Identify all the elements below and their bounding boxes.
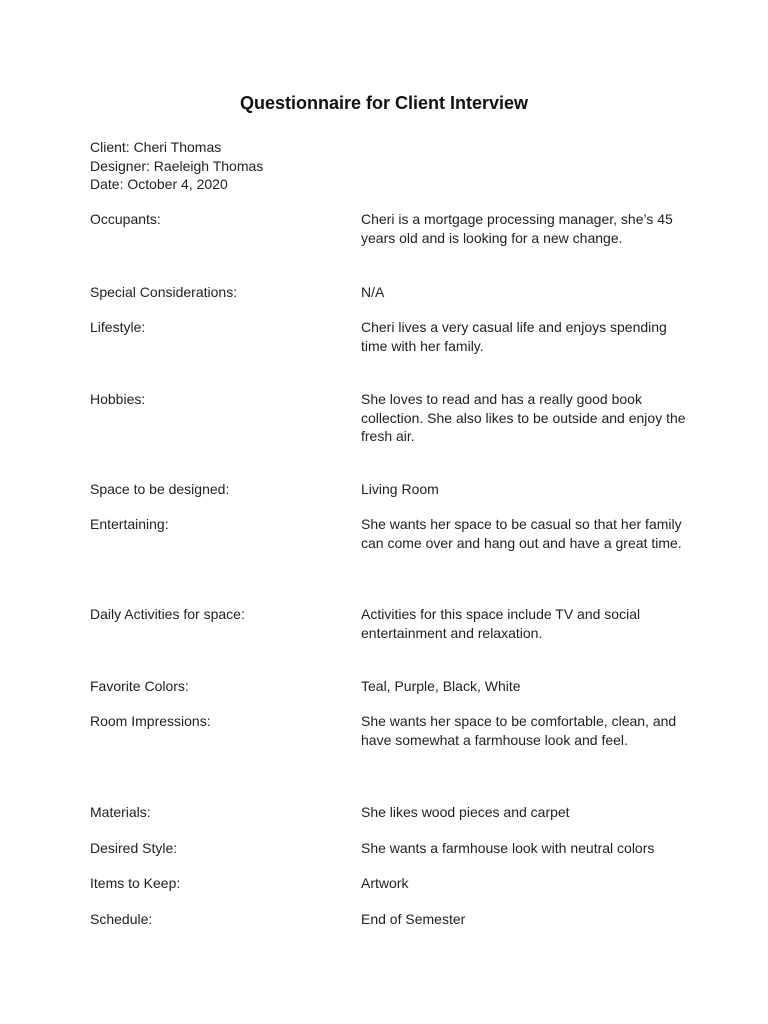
row-value: Cheri lives a very casual life and enjoys spending time with her family. — [361, 319, 667, 354]
row-value: She likes wood pieces and carpet — [361, 804, 570, 820]
designer-line: Designer: Raeleigh Thomas — [90, 157, 264, 174]
client-info — [90, 138, 263, 194]
row-value: Artwork — [361, 875, 409, 891]
document-title: Questionnaire for Client Interview — [239, 93, 529, 113]
row-value: Living Room — [361, 481, 439, 497]
row-label: Lifestyle: — [90, 319, 146, 335]
row-value: She wants a farmhouse look with neutral colors — [361, 840, 655, 856]
row-label: Hobbies: — [90, 391, 146, 407]
row-value: N/A — [361, 284, 385, 300]
row-value: She loves to read and has a really good book collection. She also likes to be outside and enjoy the fresh air. — [361, 391, 686, 444]
row-label: Special Considerations: — [90, 284, 238, 300]
row-value: She wants her space to be comfortable, clean, and have somewhat a farmhouse look and feel. — [361, 713, 677, 748]
row-label: Favorite Colors: — [90, 678, 189, 694]
row-value: End of Semester — [361, 911, 466, 927]
row-label: Materials: — [90, 804, 151, 820]
row-value: She wants her space to be casual so that her family can come over and hang out and have a great time. — [361, 516, 682, 551]
row-label: Items to Keep: — [90, 875, 181, 891]
row-value: Activities for this space include TV and social entertainment and relaxation. — [361, 606, 641, 641]
row-label: Desired Style: — [90, 840, 178, 856]
row-value: Cheri is a mortgage processing manager, she’s 45 years old and is looking for a new change. — [361, 211, 673, 246]
row-label: Room Impressions: — [90, 713, 211, 729]
row-label: Daily Activities for space: — [90, 606, 245, 622]
row-label: Occupants: — [90, 211, 161, 227]
row-label: Schedule: — [90, 911, 153, 927]
row-value: Teal, Purple, Black, White — [361, 678, 521, 694]
date-line: Date: October 4, 2020 — [90, 176, 228, 192]
client-line: Client: Cheri Thomas — [90, 139, 222, 155]
row-label: Space to be designed: — [90, 481, 230, 497]
row-label: Entertaining: — [90, 516, 169, 532]
